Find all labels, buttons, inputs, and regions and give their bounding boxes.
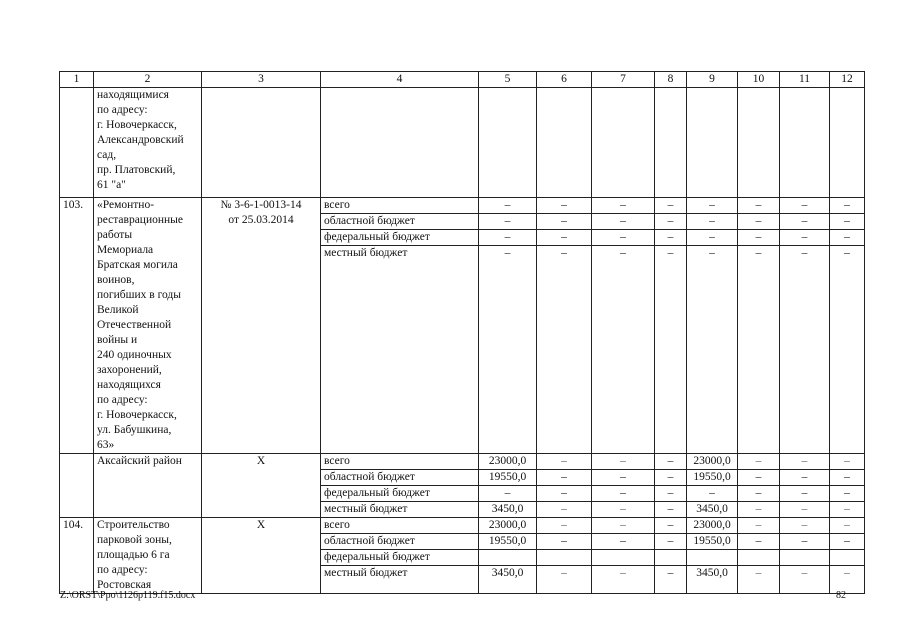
value-cell: 23000,0 — [479, 518, 537, 534]
value-cell: 3450,0 — [687, 566, 738, 594]
value-cell: – — [738, 518, 780, 534]
funding-source-cell: местный бюджет — [321, 246, 479, 454]
value-cell: – — [655, 230, 687, 246]
value-cell — [780, 88, 830, 198]
header-cell: 5 — [479, 72, 537, 88]
row-number-cell: 104. — [60, 518, 94, 594]
value-cell: – — [687, 246, 738, 454]
source-cell — [321, 88, 479, 198]
object-name-cell: Строительство парковой зоны, площадью 6 га по адресу: Ростовская — [94, 518, 202, 594]
value-cell: 23000,0 — [479, 454, 537, 470]
value-cell: – — [738, 470, 780, 486]
value-cell: – — [537, 214, 592, 230]
value-cell: – — [537, 198, 592, 214]
value-cell: – — [592, 518, 655, 534]
value-cell: – — [655, 198, 687, 214]
value-cell: – — [780, 214, 830, 230]
value-cell: – — [780, 470, 830, 486]
value-cell: – — [830, 518, 865, 534]
header-row — [60, 72, 865, 88]
value-cell: 3450,0 — [687, 502, 738, 518]
document-cell — [202, 88, 321, 198]
value-cell: – — [479, 246, 537, 454]
value-cell: – — [592, 454, 655, 470]
value-cell — [592, 550, 655, 566]
budget-table — [59, 71, 865, 594]
funding-source-cell: местный бюджет — [321, 566, 479, 594]
row-number-cell — [60, 88, 94, 198]
continuation-row — [60, 88, 865, 198]
funding-source-cell: всего — [321, 518, 479, 534]
header-cell: 11 — [780, 72, 830, 88]
value-cell — [687, 550, 738, 566]
value-cell — [479, 88, 537, 198]
funding-source-cell: всего — [321, 454, 479, 470]
value-cell: – — [687, 198, 738, 214]
value-cell: – — [655, 214, 687, 230]
table-row — [60, 454, 865, 470]
value-cell: – — [479, 230, 537, 246]
value-cell — [592, 88, 655, 198]
value-cell — [830, 88, 865, 198]
header-cell: 10 — [738, 72, 780, 88]
value-cell: – — [687, 486, 738, 502]
value-cell: – — [780, 566, 830, 594]
value-cell: – — [479, 214, 537, 230]
document-cell: Х — [202, 454, 321, 518]
header-cell: 2 — [94, 72, 202, 88]
value-cell: – — [780, 502, 830, 518]
value-cell: – — [537, 486, 592, 502]
value-cell: – — [655, 502, 687, 518]
value-cell — [655, 550, 687, 566]
funding-source-cell: местный бюджет — [321, 502, 479, 518]
value-cell: – — [830, 470, 865, 486]
value-cell: – — [592, 246, 655, 454]
value-cell — [655, 88, 687, 198]
table-row — [60, 198, 865, 214]
value-cell — [537, 88, 592, 198]
funding-source-cell: областной бюджет — [321, 214, 479, 230]
value-cell: – — [479, 198, 537, 214]
value-cell — [830, 550, 865, 566]
value-cell: – — [537, 470, 592, 486]
value-cell: 19550,0 — [687, 470, 738, 486]
value-cell: – — [687, 230, 738, 246]
table-row — [60, 518, 865, 534]
value-cell: – — [780, 246, 830, 454]
value-cell: 23000,0 — [687, 518, 738, 534]
value-cell: – — [830, 534, 865, 550]
value-cell: – — [830, 486, 865, 502]
funding-source-cell: всего — [321, 198, 479, 214]
value-cell: 19550,0 — [479, 534, 537, 550]
value-cell: – — [537, 230, 592, 246]
header-cell: 8 — [655, 72, 687, 88]
value-cell: – — [738, 230, 780, 246]
value-cell: – — [592, 534, 655, 550]
value-cell: – — [830, 502, 865, 518]
value-cell: – — [479, 486, 537, 502]
value-cell: – — [592, 486, 655, 502]
value-cell: – — [655, 566, 687, 594]
value-cell: – — [592, 230, 655, 246]
value-cell — [780, 550, 830, 566]
value-cell: – — [655, 246, 687, 454]
funding-source-cell: федеральный бюджет — [321, 486, 479, 502]
value-cell: – — [537, 502, 592, 518]
funding-source-cell: федеральный бюджет — [321, 230, 479, 246]
value-cell: – — [655, 534, 687, 550]
value-cell: – — [780, 198, 830, 214]
funding-source-cell: федеральный бюджет — [321, 550, 479, 566]
value-cell: – — [780, 534, 830, 550]
value-cell: – — [738, 246, 780, 454]
value-cell: – — [830, 454, 865, 470]
value-cell: – — [780, 454, 830, 470]
header-cell: 9 — [687, 72, 738, 88]
value-cell: – — [830, 230, 865, 246]
value-cell: – — [738, 198, 780, 214]
value-cell: – — [830, 214, 865, 230]
header-cell: 7 — [592, 72, 655, 88]
value-cell: – — [780, 518, 830, 534]
value-cell: – — [592, 214, 655, 230]
row-number-cell — [60, 454, 94, 518]
value-cell: – — [537, 454, 592, 470]
row-number-cell: 103. — [60, 198, 94, 454]
value-cell: – — [537, 246, 592, 454]
footer-file-path: Z:\ORST\Ppo\1126p119.f15.docx — [60, 590, 196, 601]
header-cell: 4 — [321, 72, 479, 88]
value-cell: – — [592, 470, 655, 486]
value-cell: – — [655, 454, 687, 470]
header-cell: 1 — [60, 72, 94, 88]
value-cell: – — [655, 518, 687, 534]
value-cell: – — [738, 214, 780, 230]
value-cell: – — [738, 566, 780, 594]
footer-page-number: 82 — [836, 590, 846, 601]
value-cell: 3450,0 — [479, 566, 537, 594]
funding-source-cell: областной бюджет — [321, 534, 479, 550]
value-cell: 19550,0 — [687, 534, 738, 550]
header-cell: 3 — [202, 72, 321, 88]
header-cell: 12 — [830, 72, 865, 88]
object-name-cell: «Ремонтно- реставрационные работы Мемориала Братская могила воинов, погибших в годы Великой Отечественной войны и 240 одиночных захоронений, находящихся по адресу: г. Новочеркасск, ул. Бабушкина, 63» — [94, 198, 202, 454]
value-cell: – — [830, 246, 865, 454]
value-cell: – — [738, 486, 780, 502]
value-cell: – — [537, 566, 592, 594]
value-cell: 23000,0 — [687, 454, 738, 470]
value-cell: – — [592, 502, 655, 518]
funding-source-cell: областной бюджет — [321, 470, 479, 486]
value-cell: – — [738, 534, 780, 550]
object-name-cell: Аксайский район — [94, 454, 202, 518]
value-cell: – — [592, 566, 655, 594]
value-cell: – — [537, 518, 592, 534]
value-cell: – — [830, 198, 865, 214]
value-cell: – — [738, 502, 780, 518]
value-cell: – — [592, 198, 655, 214]
value-cell: – — [655, 486, 687, 502]
object-name-cell: находящимися по адресу: г. Новочеркасск, Александровский сад, пр. Платовский, 61 "а" — [94, 88, 202, 198]
value-cell — [537, 550, 592, 566]
header-cell: 6 — [537, 72, 592, 88]
value-cell: – — [830, 566, 865, 594]
value-cell: – — [780, 230, 830, 246]
value-cell — [687, 88, 738, 198]
value-cell: 3450,0 — [479, 502, 537, 518]
value-cell: – — [738, 454, 780, 470]
value-cell: – — [537, 534, 592, 550]
value-cell: – — [780, 486, 830, 502]
table-body — [60, 72, 865, 594]
value-cell — [738, 550, 780, 566]
value-cell: – — [687, 214, 738, 230]
value-cell — [479, 550, 537, 566]
value-cell: – — [655, 470, 687, 486]
value-cell: 19550,0 — [479, 470, 537, 486]
value-cell — [738, 88, 780, 198]
document-cell: Х — [202, 518, 321, 594]
document-cell: № 3-6-1-0013-14 от 25.03.2014 — [202, 198, 321, 454]
